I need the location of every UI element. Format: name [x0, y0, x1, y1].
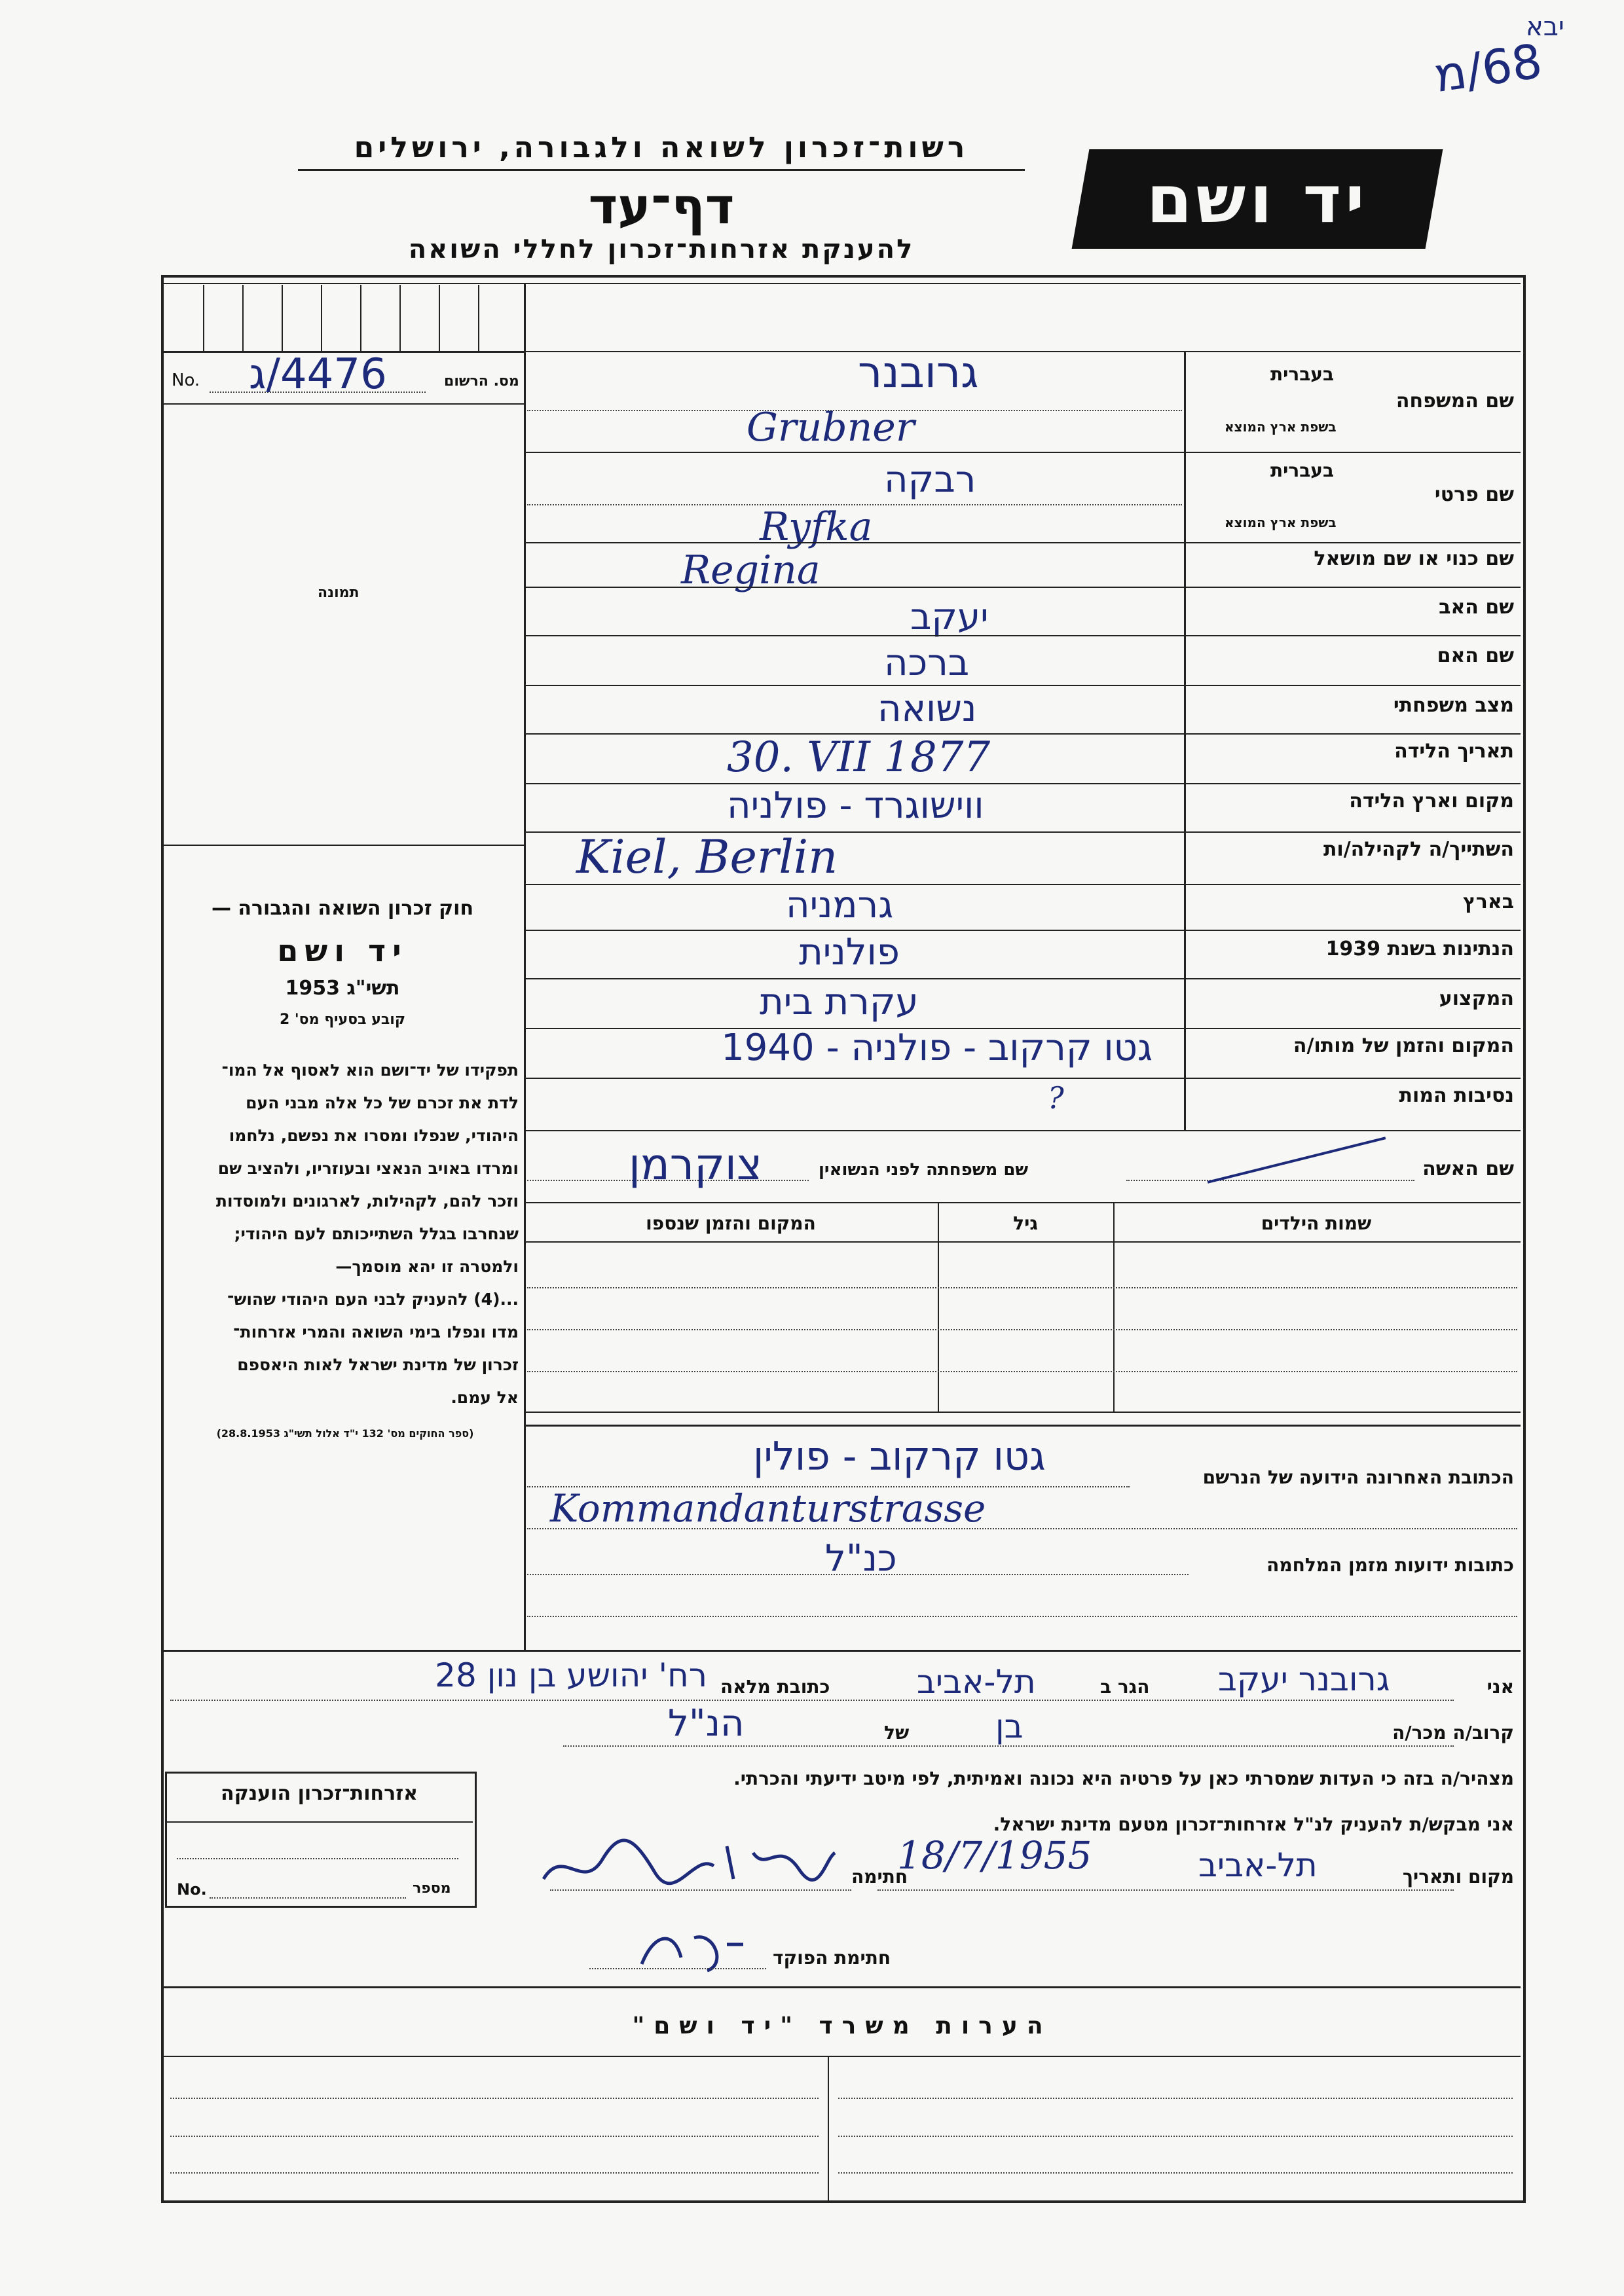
form-title: דף־עד: [588, 177, 735, 235]
nickname-label: שם כנוי או שם מושאל: [1314, 547, 1514, 570]
mother-label: שם האם: [1437, 644, 1514, 667]
death-place-time-label: המקום והזמן של מותו/ה: [1293, 1034, 1514, 1057]
place-date-label: מקום ותאריך: [1402, 1866, 1514, 1887]
relation-of-label: של: [884, 1722, 910, 1743]
war-address-value: כנ"ל: [825, 1537, 897, 1580]
law-line: ולמטרה זו יהא מוסמך—: [335, 1257, 519, 1276]
citizenship-no-label: No.: [177, 1880, 207, 1899]
spouse-maiden-label: שם משפחתה לפני הנשואין: [819, 1160, 1029, 1180]
declarant-address: רח' יהושע בן נון 28: [435, 1656, 707, 1694]
relation-label: קרוב/ה מכר/ה: [1392, 1722, 1514, 1743]
surname-sub-hebrew: בעברית: [1270, 363, 1335, 385]
yad-vashem-logo: [1072, 149, 1443, 249]
officer-signature: [629, 1925, 760, 1977]
citizenship-number-label: מספר: [413, 1880, 451, 1897]
law-line: וזכר להם, לקהילות, לארגונים ולמוסדות: [215, 1192, 519, 1211]
war-address-label: כתובות ידועות מזמן המלחמה: [1266, 1554, 1514, 1576]
law-name: יד ושם: [277, 933, 408, 968]
nickname-value: Regina: [681, 547, 821, 593]
mother-value: ברכה: [884, 642, 970, 684]
notes-line: [170, 2172, 819, 2174]
relation-of-value: הנ"ל: [668, 1702, 745, 1745]
law-line: ומרדו באויב הנאצי ובעוזריו, ולהציב שם: [217, 1159, 519, 1178]
firstname-label: שם פרטי: [1434, 483, 1514, 506]
declarant-city: תל-אביב: [917, 1663, 1036, 1701]
law-text-2: [172, 1283, 519, 1414]
birth-place-value: ווישוגרד - פולניה: [727, 784, 984, 827]
law-line: ...(4) להעניק לבני העם היהודי שהוש־: [227, 1290, 519, 1309]
declaration-lives-label: הגר ב: [1100, 1676, 1150, 1698]
firstname-hebrew: רבקה: [884, 458, 976, 501]
firstname-latin: Ryfka: [760, 504, 873, 550]
death-circumstances-label: נסיבות המות: [1399, 1084, 1514, 1107]
form-subtitle: להענקת אזרחות־זכרון לחללי השואה: [408, 234, 915, 264]
father-value: יעקב: [910, 596, 989, 638]
table-row: [527, 1371, 1517, 1372]
authority-underline: [298, 169, 1025, 171]
death-place-time-value: גטו קרקוב - פולניה - 1940: [721, 1027, 1153, 1069]
notes-line: [838, 2136, 1513, 2137]
registration-number: 4476/ג: [249, 350, 387, 399]
declarant-signature: [537, 1833, 838, 1892]
declaration-address-label: כתובת מלאה: [720, 1676, 830, 1698]
surname-sub-origin: בשפת ארץ המוצא: [1225, 419, 1337, 435]
children-header-names: שמות הילדים: [1261, 1212, 1372, 1234]
firstname-sub-origin: בשפת ארץ המוצא: [1225, 515, 1337, 530]
left-column-divider: [524, 283, 526, 1651]
declaration-i-label: אני: [1486, 1676, 1514, 1698]
declaration-request: אני מבקש/ת להעניק לנ"ל אזרחות־זכרון מטעם מדינת ישראל.: [993, 1813, 1514, 1835]
photo-label: תמונה: [318, 585, 360, 601]
nationality-label: הנתינות בשנת 1939: [1325, 938, 1514, 960]
law-line: זכרון של מדינת ישראל לאות היאספם: [237, 1355, 519, 1374]
surname-latin: Grubner: [747, 405, 915, 450]
law-clause: קובע בסעיף מס' 2: [279, 1011, 406, 1028]
corner-note-ref: 68/מ: [1430, 33, 1545, 103]
community-value: Kiel, Berlin: [576, 830, 838, 884]
last-address-latin: Kommandanturstrasse: [550, 1486, 986, 1531]
birth-date-label: תאריך הלידה: [1394, 740, 1514, 763]
frame-inner-top: [164, 283, 1521, 284]
marital-status-label: מצב משפחתי: [1393, 694, 1514, 717]
country-value: גרמניה: [786, 884, 894, 926]
law-line: שנחרבו בגלל השתייכותם לעם היהודי;: [234, 1224, 519, 1243]
nationality-value: פולנית: [799, 931, 900, 974]
label-column-divider: [1184, 351, 1186, 1130]
notes-line: [170, 2098, 819, 2099]
last-address-hebrew: גטו קרקוב - פולין: [753, 1434, 1046, 1480]
children-header-place-time: המקום והזמן שנספו: [646, 1212, 816, 1234]
notes-line: [838, 2098, 1513, 2099]
relation-value: בן: [995, 1707, 1024, 1745]
death-circumstances-value: ?: [1048, 1080, 1064, 1116]
profession-value: עקרת בית: [760, 981, 919, 1023]
registration-label: מס. הרשום: [444, 373, 519, 390]
table-row: [527, 1329, 1517, 1330]
office-notes-title: הערות משרד "יד ושם": [632, 2013, 1052, 2039]
logo-text: יד ושם: [1146, 160, 1369, 238]
declarant-name: גרובנר יעקב: [1218, 1660, 1390, 1698]
firstname-sub-hebrew: בעברית: [1270, 460, 1335, 481]
corner-note-top: יבא: [1526, 12, 1564, 42]
citizenship-title: אזרחות־זכרון הוענקה: [220, 1782, 418, 1805]
last-address-label: הכתובת האחרונה הידועה של הנרשם: [1202, 1467, 1514, 1488]
children-header-age: גיל: [1013, 1212, 1038, 1234]
spouse-maiden-value: צוקרמן: [629, 1139, 763, 1190]
law-line: אל עמם.: [451, 1388, 519, 1407]
authority-title: רשות־זכרון לשואה ולגבורה, ירושלים: [354, 131, 969, 164]
registration-no-label: No.: [172, 371, 200, 390]
surname-label: שם המשפחה: [1395, 390, 1514, 412]
law-line: היהודי, שנפלו ומסרו את נפשם, נלחמו: [229, 1126, 519, 1145]
notes-line: [838, 2172, 1513, 2174]
notes-line: [170, 2136, 819, 2137]
birth-date-value: 30. VII 1877: [727, 733, 991, 782]
father-label: שם האב: [1439, 596, 1514, 619]
law-title: חוק זכרון השואה והגבורה —: [211, 897, 474, 920]
law-year: תשי"ג 1953: [285, 977, 400, 1000]
place-value: תל-אביב: [1198, 1846, 1318, 1884]
birth-place-label: מקום וארץ הלידה: [1349, 790, 1514, 812]
spouse-label: שם האשה: [1422, 1157, 1514, 1180]
community-label: השתייך/ה לקהילה/ות: [1323, 838, 1514, 861]
profession-label: המקצוע: [1439, 987, 1514, 1010]
law-line: לדת את זכרם של כל אלה מבני העם: [246, 1093, 519, 1112]
signature-label: חתימה: [851, 1866, 908, 1887]
law-reference: (ספר החוקים מס' 132 י"ד אלול תשי"ג 28.8.1953): [216, 1427, 474, 1440]
law-text: [172, 1054, 519, 1283]
date-value: 18/7/1955: [897, 1833, 1092, 1878]
officer-signature-label: חתימת הפוקד: [773, 1947, 891, 1969]
table-row: [527, 1287, 1517, 1288]
marital-status-value: נשואה: [877, 687, 977, 730]
surname-hebrew: גרובנר: [858, 347, 979, 397]
law-line: מדו ונפלו בימי השואה והמרי אזרחות־: [233, 1322, 519, 1341]
declaration-statement: מצהיר/ה בזה כי העדות שמסרתי כאן על פרטיה היא נכונה ואמיתית, לפי מיטב ידיעתי והכרתי.: [733, 1768, 1514, 1789]
law-line: תפקידו של יד־ושם הוא לאסוף אל המו־: [221, 1061, 519, 1080]
country-label: בארץ: [1462, 890, 1514, 913]
